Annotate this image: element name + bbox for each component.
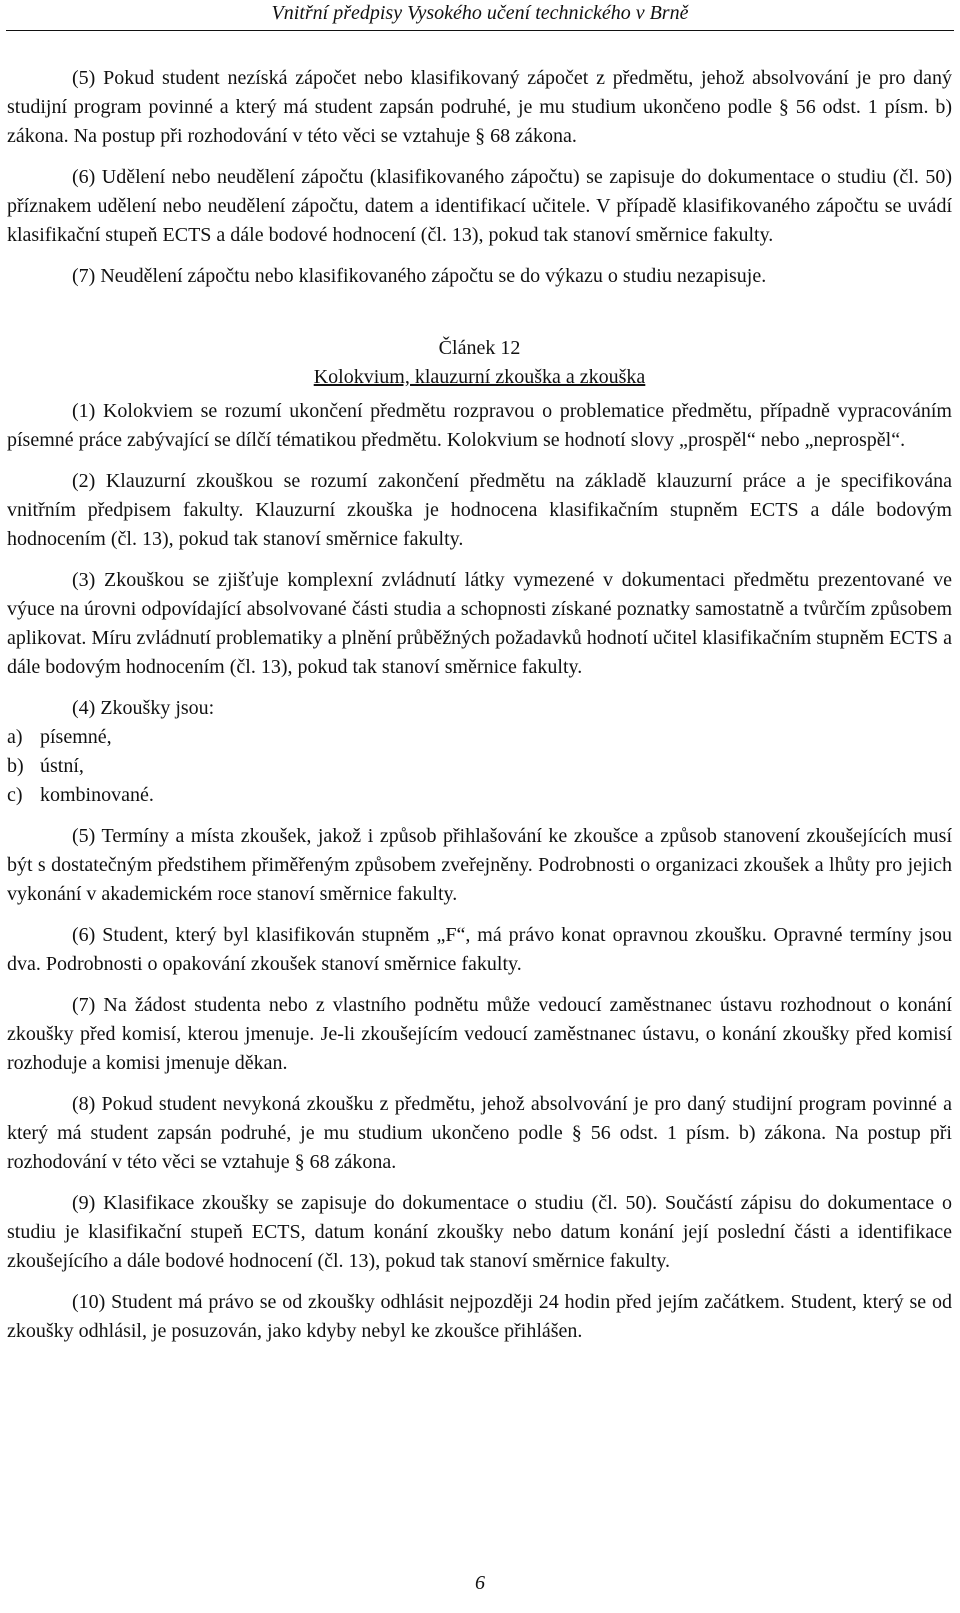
article-paragraph-8: (8) Pokud student nevykoná zkoušku z předmětu, jehož absolvování je pro daný studijní program povinné a který má student zapsán podruhé, je mu studium ukončeno podle § 56 odst. 1 písm. b) zákona. Na postup při rozhodování v této věci se vztahuje § 68 zákona.	[7, 1093, 952, 1173]
article-paragraph-5: (5) Termíny a místa zkoušek, jakož i způsob přihlašování ke zkoušce a způsob stanovení zkoušejících musí být s dostatečným předstihem přiměřeným způsobem zveřejněny. Podrobnosti o organizaci zkoušek a lhůty pro jejich vykonání v akademickém roce stanoví směrnice fakulty.	[7, 825, 952, 905]
document-body	[7, 64, 952, 1358]
article-paragraph-10: (10) Student má právo se od zkoušky odhlásit nejpozději 24 hodin před jejím začátkem. Student, který se od zkoušky odhlásil, je posuzován, jako kdyby nebyl ke zkoušce přihlášen.	[7, 1291, 952, 1342]
paragraph-6: (6) Udělení nebo neudělení zápočtu (klasifikovaného zápočtu) se zapisuje do dokumentace o studiu (čl. 50) příznakem udělení nebo neudělení zápočtu, datem a identifikací učitele. V případě klasifikovaného zápočtu se uvádí klasifikační stupeň ECTS a dále bodové hodnocení (čl. 13), pokud tak stanoví směrnice fakulty.	[7, 166, 952, 246]
page-header: Vnitřní předpisy Vysokého učení technického v Brně	[271, 2, 689, 24]
article-paragraph-2: (2) Klauzurní zkouškou se rozumí zakončení předmětu na základě klauzurní práce a je specifikována vnitřním předpisem fakulty. Klauzurní zkouška je hodnocena klasifikačním stupněm ECTS a dále bodovým hodnocením (čl. 13), pokud tak stanoví směrnice fakulty.	[7, 470, 952, 550]
article-paragraph-9: (9) Klasifikace zkoušky se zapisuje do dokumentace o studiu (čl. 50). Součástí zápisu do dokumentace o studiu je klasifikační stupeň ECTS, datum konání zkoušky nebo datum konání její poslední části a identifikace zkoušejícího a dále bodové hodnocení (čl. 13), pokud tak stanoví směrnice fakulty.	[7, 1192, 952, 1272]
list-item: a) písemné,	[7, 726, 112, 748]
paragraph-7: (7) Neudělení zápočtu nebo klasifikovaného zápočtu se do výkazu o studiu nezapisuje.	[72, 265, 767, 287]
page-number: 6	[475, 1572, 485, 1594]
list-item: b) ústní,	[7, 755, 84, 777]
article-paragraph-1: (1) Kolokviem se rozumí ukončení předmětu rozpravou o problematice předmětu, případně vypracováním písemné práce zabývající se dílčí tématikou předmětu. Kolokvium se hodnotí slovy „prospěl“ nebo „neprospěl“.	[7, 400, 952, 451]
header-divider	[6, 30, 954, 31]
article-heading	[7, 334, 952, 392]
exam-types-intro: (4) Zkoušky jsou:	[72, 697, 215, 719]
article-title: Kolokvium, klauzurní zkouška a zkouška	[313, 366, 646, 388]
paragraph-5: (5) Pokud student nezíská zápočet nebo klasifikovaný zápočet z předmětu, jehož absolvování je pro daný studijní program povinné a který má student zapsán podruhé, je mu studium ukončeno podle § 56 odst. 1 písm. b) zákona. Na postup při rozhodování v této věci se vztahuje § 68 zákona.	[7, 67, 952, 147]
article-number: Článek 12	[438, 337, 521, 359]
list-item: c) kombinované.	[7, 784, 154, 806]
article-paragraph-7: (7) Na žádost studenta nebo z vlastního podnětu může vedoucí zaměstnanec ústavu rozhodnout o konání zkoušky před komisí, kterou jmenuje. Je-li zkoušejícím vedoucí zaměstnanec ústavu, o konání zkoušky před komisí rozhoduje a komisi jmenuje děkan.	[7, 994, 952, 1074]
exam-types-list	[7, 723, 952, 810]
article-paragraph-6: (6) Student, který byl klasifikován stupněm „F“, má právo konat opravnou zkoušku. Opravné termíny jsou dva. Podrobnosti o opakování zkoušek stanoví směrnice fakulty.	[7, 924, 952, 975]
article-paragraph-3: (3) Zkouškou se zjišťuje komplexní zvládnutí látky vymezené v dokumentaci předmětu prezentované ve výuce na úrovni odpovídající absolvované části studia a schopnosti získané poznatky samostatně a tvůrčím způsobem aplikovat. Míru zvládnutí problematiky a plnění průběžných požadavků hodnotí učitel klasifikačním stupněm ECTS a dále bodovým hodnocením (čl. 13), pokud tak stanoví směrnice fakulty.	[7, 569, 952, 678]
